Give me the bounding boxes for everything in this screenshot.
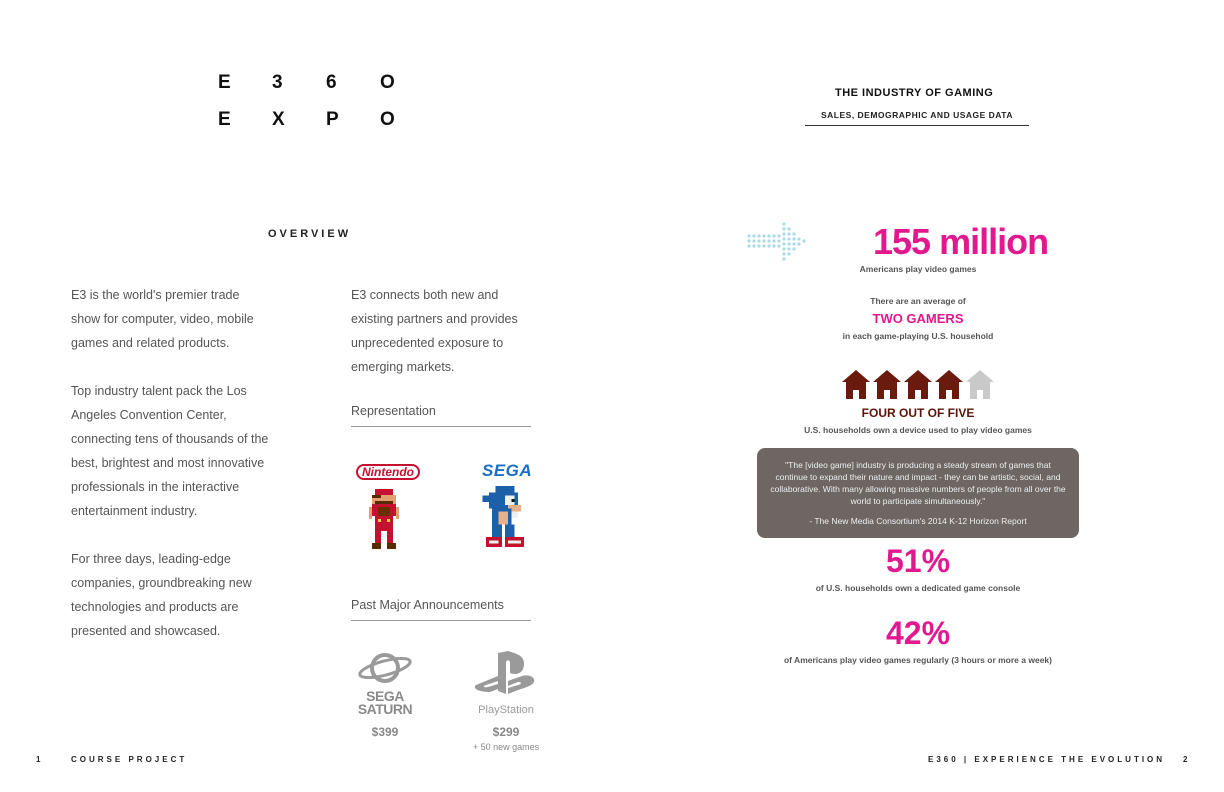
stat-four-out-of-five-caption: U.S. households own a device used to play video games bbox=[804, 425, 1032, 435]
playstation-price-note: + 50 new games bbox=[472, 742, 540, 752]
mario-sprite-icon bbox=[366, 488, 402, 550]
stat-four-out-of-five: FOUR OUT OF FIVE bbox=[861, 406, 975, 420]
logo-letter: P bbox=[326, 109, 339, 130]
logo-letter: O bbox=[380, 109, 395, 130]
quote-source: - The New Media Consortium's 2014 K-12 Horizon Report bbox=[809, 516, 1027, 526]
house-filled-icon bbox=[842, 370, 870, 399]
sega-saturn-logo bbox=[352, 651, 418, 716]
playstation-logo bbox=[470, 651, 542, 716]
quote-text: "The [video game] industry is producing a steady stream of games that continue to expand their nature and impact - they can be artistic, social, and collaborative. With many allowing massive numbers of people from all over the world to participate simultaneously." bbox=[770, 460, 1066, 506]
logo-row-e360 bbox=[218, 72, 434, 94]
stat-42-percent-caption: of Americans play video games regularly (3 hours or more a week) bbox=[783, 655, 1052, 665]
house-empty-icon bbox=[966, 370, 994, 399]
house-filled-icon bbox=[904, 370, 932, 399]
footer-page-number-left: 1 bbox=[36, 755, 44, 764]
stat-two-gamers-pre: There are an average of bbox=[870, 296, 966, 306]
logo-letter: E bbox=[218, 109, 231, 130]
stat-51-percent-caption: of U.S. households own a dedicated game console bbox=[815, 583, 1021, 593]
saturn-logo-line1: SEGA bbox=[366, 688, 404, 704]
overview-title: OVERVIEW bbox=[268, 228, 352, 240]
stat-155-million-caption: Americans play video games bbox=[859, 264, 977, 274]
overview-right-paragraph: E3 connects both new and existing partners and provides unprecedented exposure to emerging markets. bbox=[351, 288, 518, 374]
industry-title: THE INDUSTRY OF GAMING bbox=[835, 87, 994, 99]
overview-left-column bbox=[71, 283, 271, 667]
saturn-logo-line2: SATURN bbox=[357, 701, 413, 717]
logo-letter: E bbox=[218, 72, 231, 93]
dotted-arrow-icon bbox=[746, 221, 808, 263]
quote-box bbox=[757, 448, 1079, 538]
house-filled-icon bbox=[873, 370, 901, 399]
representation-heading: Representation bbox=[351, 404, 531, 427]
stat-42-percent: 42% bbox=[885, 615, 951, 651]
stat-51-percent: 51% bbox=[885, 543, 951, 579]
saturn-planet-icon bbox=[357, 651, 413, 685]
footer-e360-tagline: E360 | EXPERIENCE THE EVOLUTION bbox=[928, 755, 1166, 764]
house-filled-icon bbox=[935, 370, 963, 399]
playstation-symbol-icon bbox=[474, 651, 538, 699]
logo-letter: O bbox=[380, 72, 395, 93]
industry-subtitle: SALES, DEMOGRAPHIC AND USAGE DATA bbox=[805, 110, 1029, 126]
sonic-sprite-icon bbox=[482, 486, 528, 550]
footer-page-number-right: 2 bbox=[1183, 755, 1191, 764]
logo-letter: 6 bbox=[326, 72, 337, 93]
overview-paragraph-1: E3 is the world's premier trade show for computer, video, mobile games and related products. bbox=[71, 288, 254, 350]
logo-row-expo bbox=[218, 109, 434, 131]
stat-155-million: 155 million bbox=[873, 221, 1049, 262]
playstation-wordmark: PlayStation bbox=[478, 704, 534, 716]
saturn-price: $399 bbox=[371, 725, 399, 739]
nintendo-logo: Nintendo bbox=[356, 464, 420, 480]
stat-two-gamers: TWO GAMERS bbox=[872, 311, 964, 326]
footer-course-project: COURSE PROJECT bbox=[71, 755, 188, 764]
logo-letter: X bbox=[272, 109, 285, 130]
overview-paragraph-3: For three days, leading-edge companies, groundbreaking new technologies and products are presented and showcased. bbox=[71, 552, 252, 638]
overview-paragraph-2: Top industry talent pack the Los Angeles Convention Center, connecting tens of thousands of the best, brightest and most innovative professionals in the interactive entertainment industry. bbox=[71, 384, 269, 518]
playstation-price: $299 bbox=[492, 725, 520, 739]
stat-two-gamers-post: in each game-playing U.S. household bbox=[842, 331, 994, 341]
sega-logo: SEGA bbox=[482, 461, 533, 480]
houses-icon-row bbox=[840, 368, 996, 400]
announcements-heading: Past Major Announcements bbox=[351, 598, 531, 621]
logo-letter: 3 bbox=[272, 72, 283, 93]
